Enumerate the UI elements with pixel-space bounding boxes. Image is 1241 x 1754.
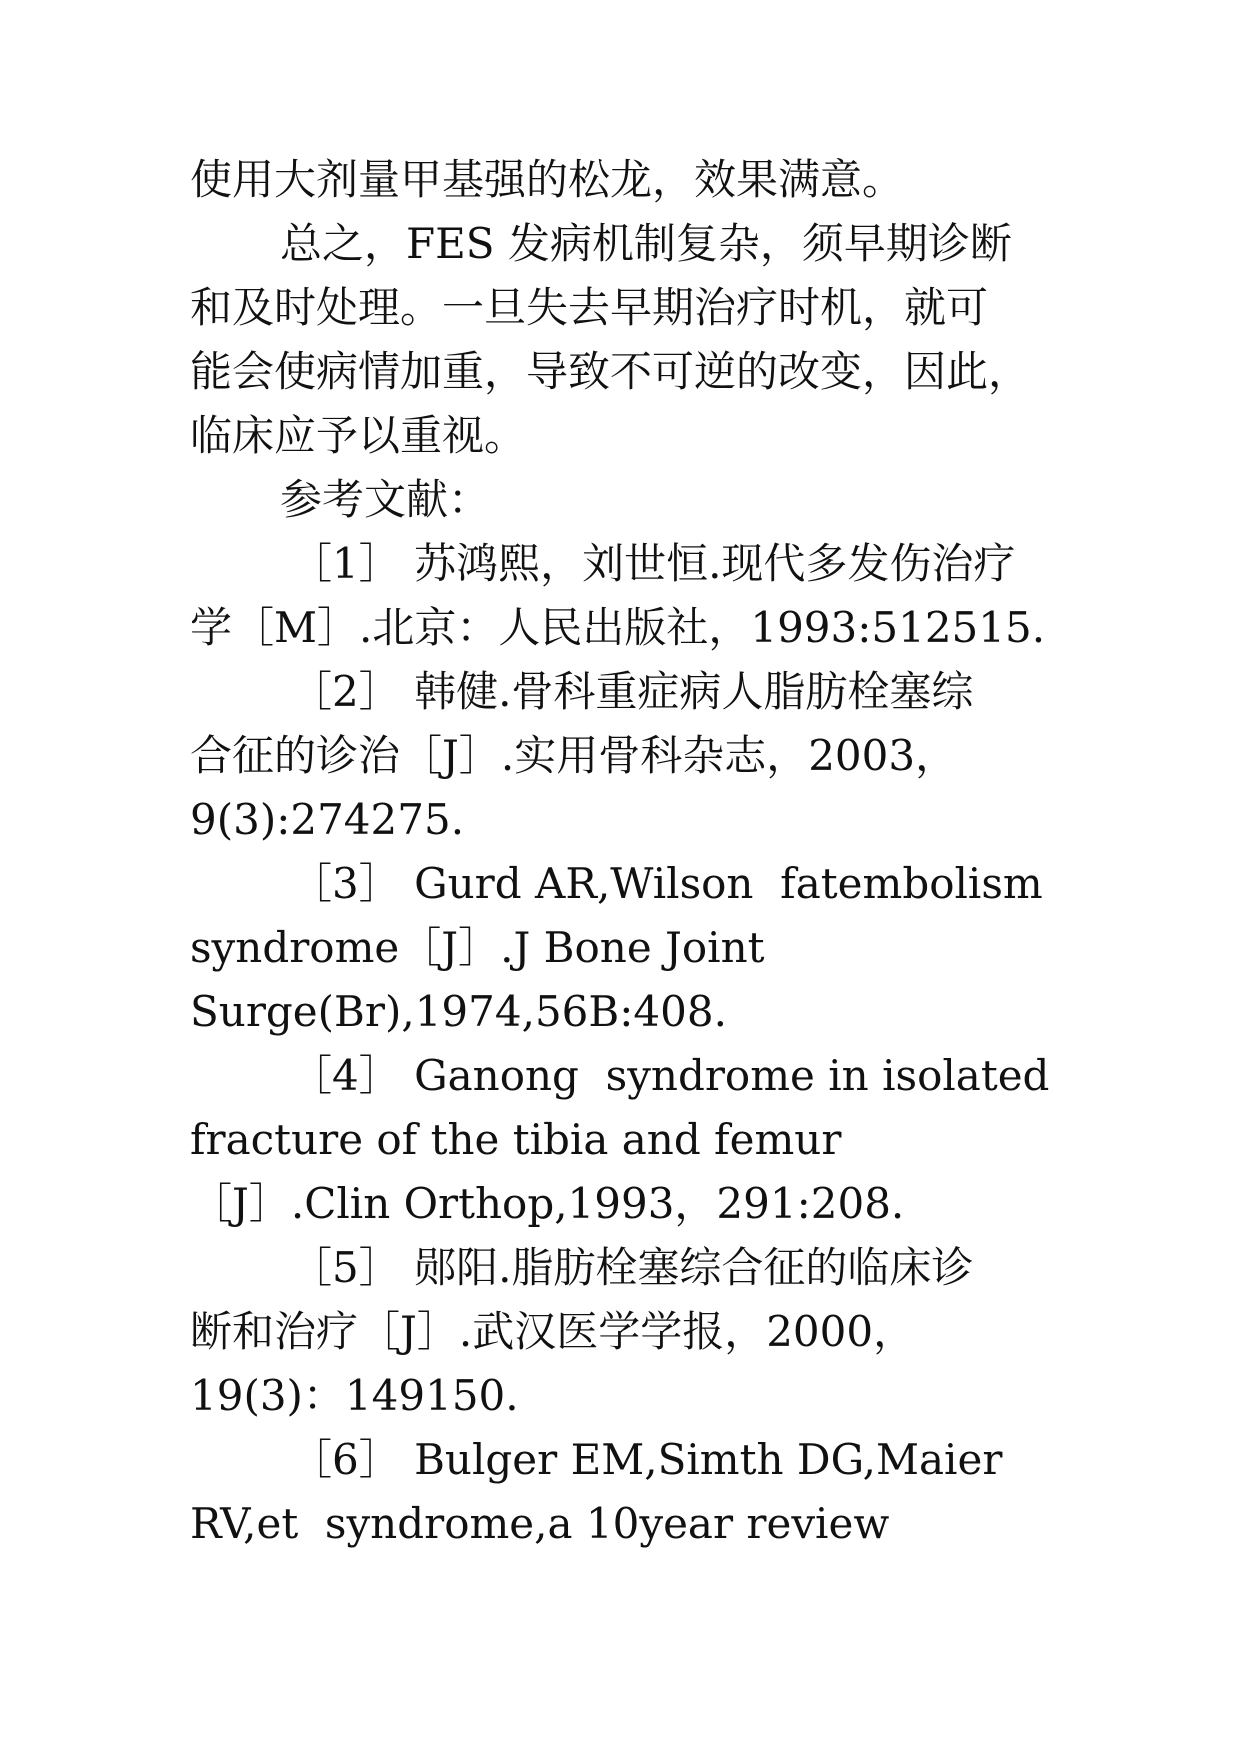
- reference-line: Surge(Br),1974,56B:408.: [190, 987, 727, 1036]
- reference-line: 断和治疗［J］.武汉医学学报，2000，: [190, 1307, 916, 1356]
- paragraph-line: 和及时处理。一旦失去早期治疗时机，就可: [190, 283, 989, 332]
- paragraph-line: 临床应予以重视。: [190, 411, 527, 460]
- reference-line: ［3］ Gurd AR,Wilson fatembolism: [290, 859, 1043, 908]
- reference-line: 学［M］.北京：人民出版社，1993:512515.: [190, 603, 1046, 652]
- reference-line: 19(3)：149150.: [190, 1371, 519, 1420]
- reference-line: ［2］ 韩健.骨科重症病人脂肪栓塞综: [290, 667, 974, 716]
- reference-line: syndrome［J］.J Bone Joint: [190, 923, 765, 972]
- reference-line: ［6］ Bulger EM,Simth DG,Maier: [290, 1435, 1003, 1484]
- paragraph-line: 能会使病情加重，导致不可逆的改变，因此，: [190, 347, 1031, 396]
- reference-line: 合征的诊治［J］.实用骨科杂志，2003，: [190, 731, 958, 780]
- reference-line: ［5］ 郧阳.脂肪栓塞综合征的临床诊: [290, 1243, 974, 1292]
- reference-line: ［1］ 苏鸿熙，刘世恒.现代多发伤治疗: [290, 539, 1016, 588]
- paragraph-line: 使用大剂量甲基强的松龙，效果满意。: [190, 155, 905, 204]
- reference-line: ［4］ Ganong syndrome in isolated: [290, 1051, 1050, 1100]
- reference-line: 9(3):274275.: [190, 795, 465, 844]
- references-heading: 参考文献：: [280, 475, 491, 524]
- reference-line: ［J］.Clin Orthop,1993，291:208.: [190, 1179, 905, 1228]
- reference-line: fracture of the tibia and femur: [190, 1115, 842, 1164]
- paragraph-line: 总之，FES 发病机制复杂，须早期诊断: [280, 219, 1012, 268]
- reference-line: RV,et syndrome,a 10year review: [190, 1499, 890, 1548]
